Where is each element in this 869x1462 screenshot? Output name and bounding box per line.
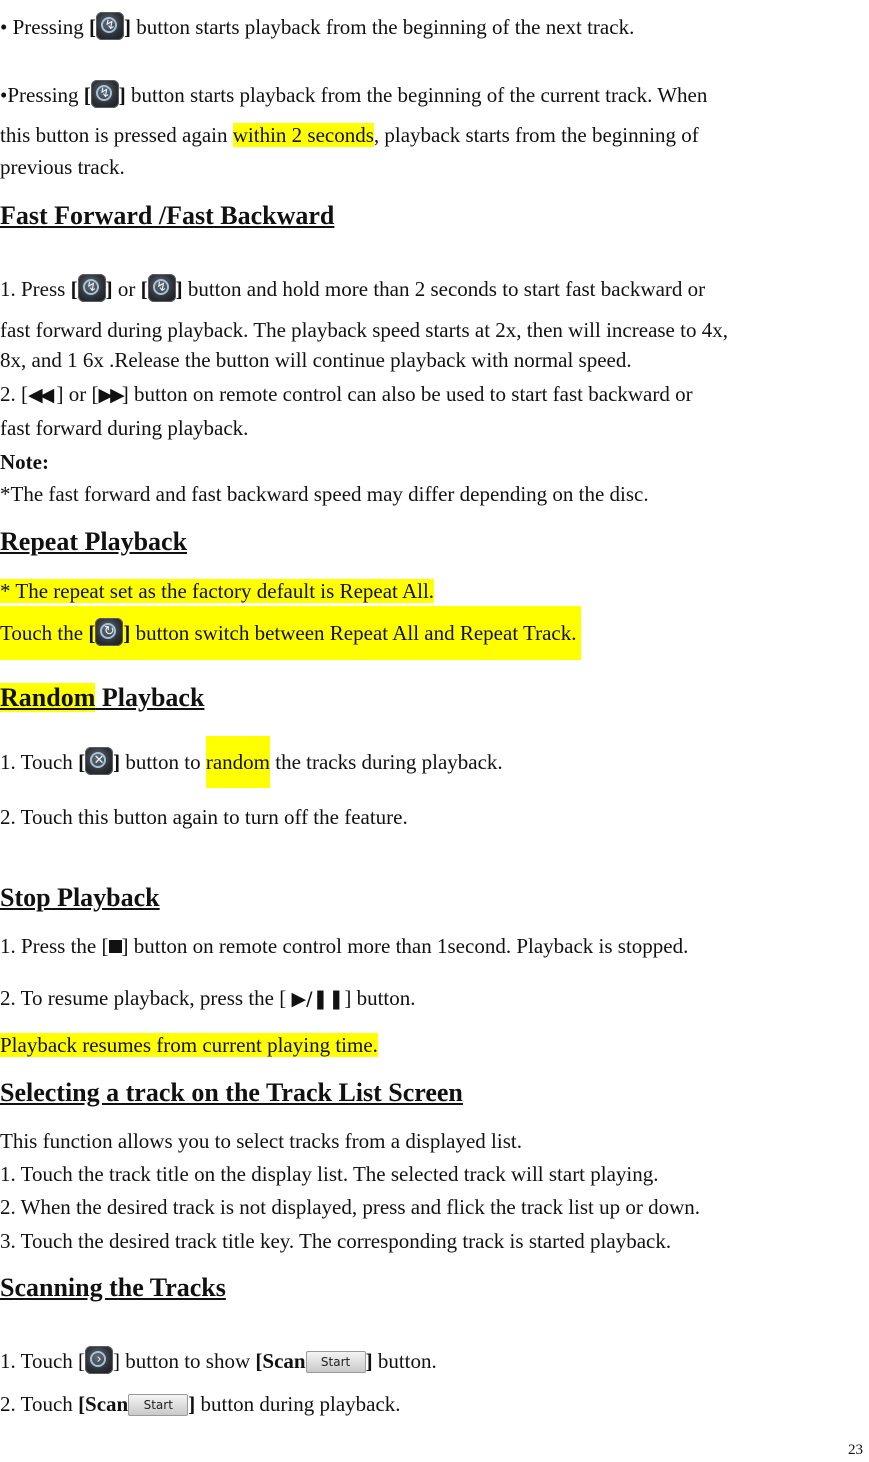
ff-line-3: 8x, and 1 6x .Release the button will continue playback with normal speed. <box>0 348 632 372</box>
text: or <box>112 277 141 301</box>
random-line-1 <box>0 736 503 788</box>
next-track-icon <box>96 12 124 40</box>
shuffle-glyph: ✕ <box>93 753 105 768</box>
highlight-random-word: random <box>206 736 270 788</box>
highlight-repeat-default: * The repeat set as the factory default is Repeat All. <box>0 579 435 603</box>
prev-track-line <box>0 80 707 108</box>
note-label: Note: <box>0 450 49 474</box>
stop-icon <box>109 940 122 953</box>
page-number: 23 <box>848 1442 863 1458</box>
rewind-icon: ◀◀ <box>28 384 52 406</box>
select-line-3: 2. When the desired track is not displayed, press and flick the track list up or down. <box>0 1195 701 1219</box>
text: button to <box>120 750 206 774</box>
repeat-glyph: ↻ <box>103 624 115 639</box>
text: 2. Touch <box>0 1392 79 1416</box>
previous-track-icon <box>78 274 106 302</box>
heading-repeat-playback: Repeat Playback <box>0 527 188 556</box>
stop-line-3 <box>0 1032 378 1058</box>
bracket: ] <box>113 750 121 774</box>
random-line-2: 2. Touch this button again to turn off the feature. <box>0 805 408 829</box>
text: 1. Press <box>0 277 71 301</box>
bracket: [ <box>78 750 86 774</box>
scan-line-1 <box>0 1346 437 1374</box>
ff-line-2: fast forward during playback. The playback speed starts at 2x, then will increase to 4x, <box>0 318 728 342</box>
next-track-text: button starts playback from the beginning of the next track. <box>131 15 635 39</box>
next-track-icon <box>148 274 176 302</box>
highlight-random: Random <box>0 683 96 712</box>
text: 2. [ <box>0 382 28 406</box>
repeat-line-2 <box>0 606 581 660</box>
next-track-glyph: ↯ <box>156 280 168 295</box>
bracket: ] <box>124 15 132 39</box>
next-track-glyph: ↯ <box>104 18 116 33</box>
text: 2. To resume playback, press the [ <box>0 986 292 1010</box>
text: button and hold more than 2 seconds to start fast backward or <box>182 277 706 301</box>
bracket: [ <box>140 277 148 301</box>
bracket: [ <box>83 83 91 107</box>
stop-line-1 <box>0 933 688 959</box>
start-button-image: Start <box>128 1394 188 1416</box>
text: , playback starts from the beginning of <box>373 123 699 147</box>
bracket: ] <box>175 277 183 301</box>
bracket: [ <box>70 277 78 301</box>
heading-scanning-tracks: Scanning the Tracks <box>0 1273 226 1302</box>
note-text: *The fast forward and fast backward speed may differ depending on the disc. <box>0 482 649 506</box>
text: the tracks during playback. <box>269 750 503 774</box>
ff-line-5: fast forward during playback. <box>0 416 249 440</box>
scan-label: [Scan <box>255 1349 306 1373</box>
heading-selecting-track: Selecting a track on the Track List Screen <box>0 1078 463 1107</box>
text: ] button. <box>344 986 416 1010</box>
scan-menu-icon <box>85 1346 113 1374</box>
text: ] or [ <box>51 382 99 406</box>
select-line-2: 1. Touch the track title on the display list. The selected track will start playing. <box>0 1162 659 1186</box>
text: Playback <box>95 683 205 712</box>
text: button switch between Repeat All and Repeat Track. <box>130 621 577 645</box>
prev-track-line-2 <box>0 122 699 148</box>
select-line-1: This function allows you to select tracks from a displayed list. <box>0 1129 522 1153</box>
play-pause-icon: ▶/❚❚ <box>291 988 345 1010</box>
bracket: ] <box>365 1349 373 1373</box>
next-track-line <box>0 12 634 40</box>
highlight-resume: Playback resumes from current playing time. <box>0 1033 378 1057</box>
text: ] button on remote control more than 1second. Playback is stopped. <box>121 934 689 958</box>
scan-menu-glyph: › <box>96 1352 102 1367</box>
prev-track-line-3: previous track. <box>0 155 125 179</box>
bracket: ] <box>105 277 113 301</box>
text: button during playback. <box>195 1392 401 1416</box>
heading-fast-forward: Fast Forward /Fast Backward <box>0 201 335 230</box>
start-button-image: Start <box>306 1351 366 1373</box>
scan-label: [Scan <box>78 1392 129 1416</box>
bracket: ] <box>188 1392 196 1416</box>
text: Touch the <box>0 621 89 645</box>
heading-random-playback <box>0 672 204 724</box>
ff-line-1 <box>0 274 705 302</box>
bracket: [ <box>88 621 96 645</box>
previous-track-glyph: ↯ <box>99 86 111 101</box>
previous-track-icon <box>91 80 119 108</box>
bullet-text: •Pressing <box>0 83 84 107</box>
bracket: ] <box>123 621 131 645</box>
scan-line-2 <box>0 1391 401 1417</box>
stop-line-2 <box>0 985 416 1012</box>
highlight-within-2-seconds: within 2 seconds <box>232 123 374 147</box>
text: 1. Touch [ <box>0 1349 86 1373</box>
previous-track-glyph: ↯ <box>86 280 98 295</box>
text: this button is pressed again <box>0 123 233 147</box>
text: ] button to show <box>113 1349 256 1373</box>
bullet-text: • Pressing <box>0 15 90 39</box>
text: 1. Touch <box>0 750 79 774</box>
text: button. <box>372 1349 437 1373</box>
select-line-4: 3. Touch the desired track title key. The corresponding track is started playback. <box>0 1229 672 1253</box>
repeat-line-1 <box>0 578 434 604</box>
text: ] button on remote control can also be used to start fast backward or <box>121 382 693 406</box>
bracket: [ <box>89 15 97 39</box>
repeat-icon <box>95 618 123 646</box>
ff-line-4 <box>0 381 693 408</box>
text: 1. Press the [ <box>0 934 109 958</box>
prev-track-text: button starts playback from the beginning of the current track. When <box>125 83 708 107</box>
heading-stop-playback: Stop Playback <box>0 883 160 912</box>
bracket: ] <box>118 83 126 107</box>
shuffle-icon <box>85 747 113 775</box>
fast-forward-icon: ▶▶ <box>98 384 122 406</box>
